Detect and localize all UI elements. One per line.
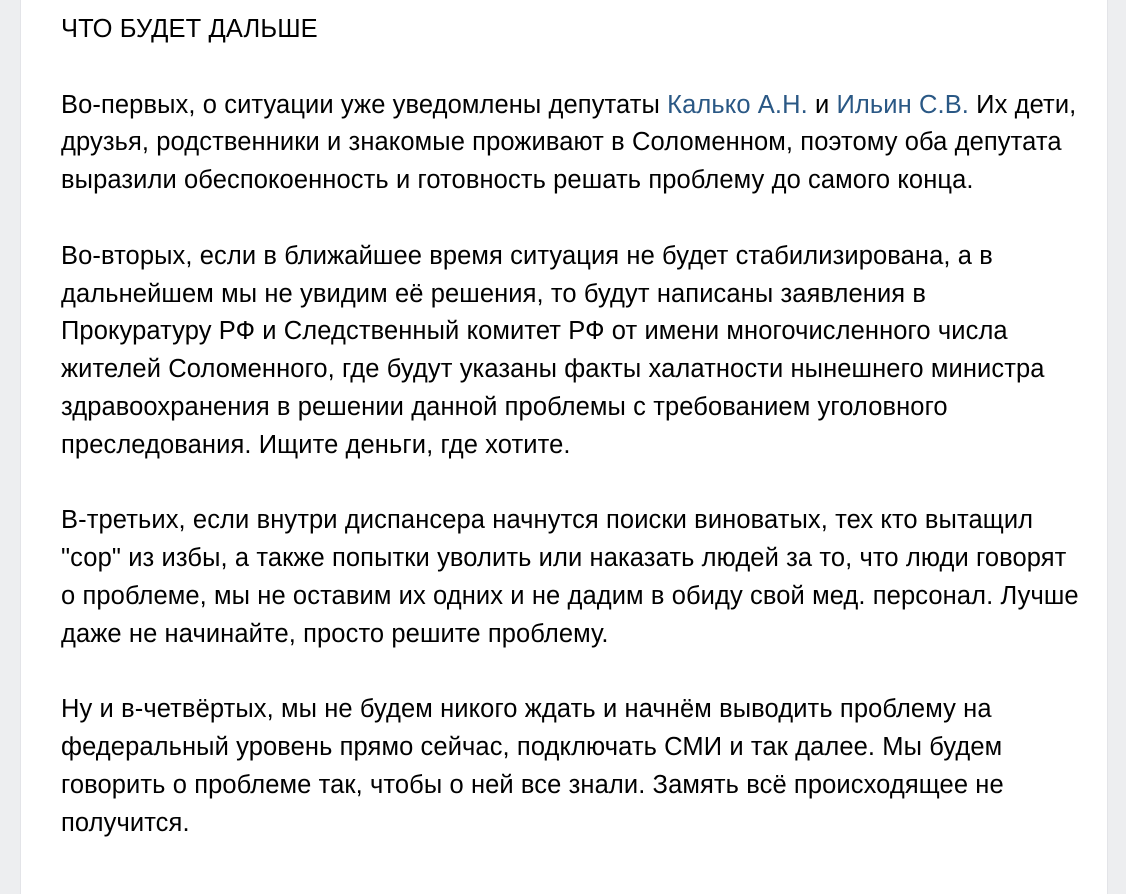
paragraph-1-text-before: Во-первых, о ситуации уже уведомлены депутаты [61,90,668,119]
post-text [61,11,1081,880]
post-heading: ЧТО БУДЕТ ДАЛЬШЕ [61,15,318,43]
paragraph-1-text-after: Их дети, друзья, родственники и знакомые проживают в Соломенном, поэтому оба депутата выразили обеспокоенность и готовность решать проблему до самого конца. [61,90,1077,195]
post-card [20,0,1108,894]
paragraph-3: В-третьих, если внутри диспансера начнутся поиски виноватых, тех кто вытащил "сор" из избы, а также попытки уволить или наказать людей за то, что люди говорят о проблеме, мы не оставим их одних и не дадим в обиду свой мед. персонал. Лучше даже не начинайте, просто решите проблему. [61,506,1079,648]
paragraph-4: Ну и в-четвёртых, мы не будем никого ждать и начнём выводить проблему на федеральный уровень прямо сейчас, подключать СМИ и так далее. Мы будем говорить о проблеме так, чтобы о ней все знали. Замять всё происходящее не получится. [61,695,1004,837]
paragraph-1 [61,87,1081,200]
deputy-link-kalko[interactable]: Калько А.Н. [667,90,808,119]
deputy-link-ilyin[interactable]: Ильин С.В. [836,90,969,119]
paragraph-1-text-mid: и [807,90,837,119]
paragraph-2: Во-вторых, если в ближайшее время ситуация не будет стабилизирована, а в дальнейшем мы не увидим её решения, то будут написаны заявления в Прокуратуру РФ и Следственный комитет РФ от имени многочисленного числа жителей Соломенного, где будут указаны факты халатности нынешнего министра здравоохранения в решении данной проблемы с требованием уголовного преследования. Ищите деньги, где хотите. [61,241,1045,459]
